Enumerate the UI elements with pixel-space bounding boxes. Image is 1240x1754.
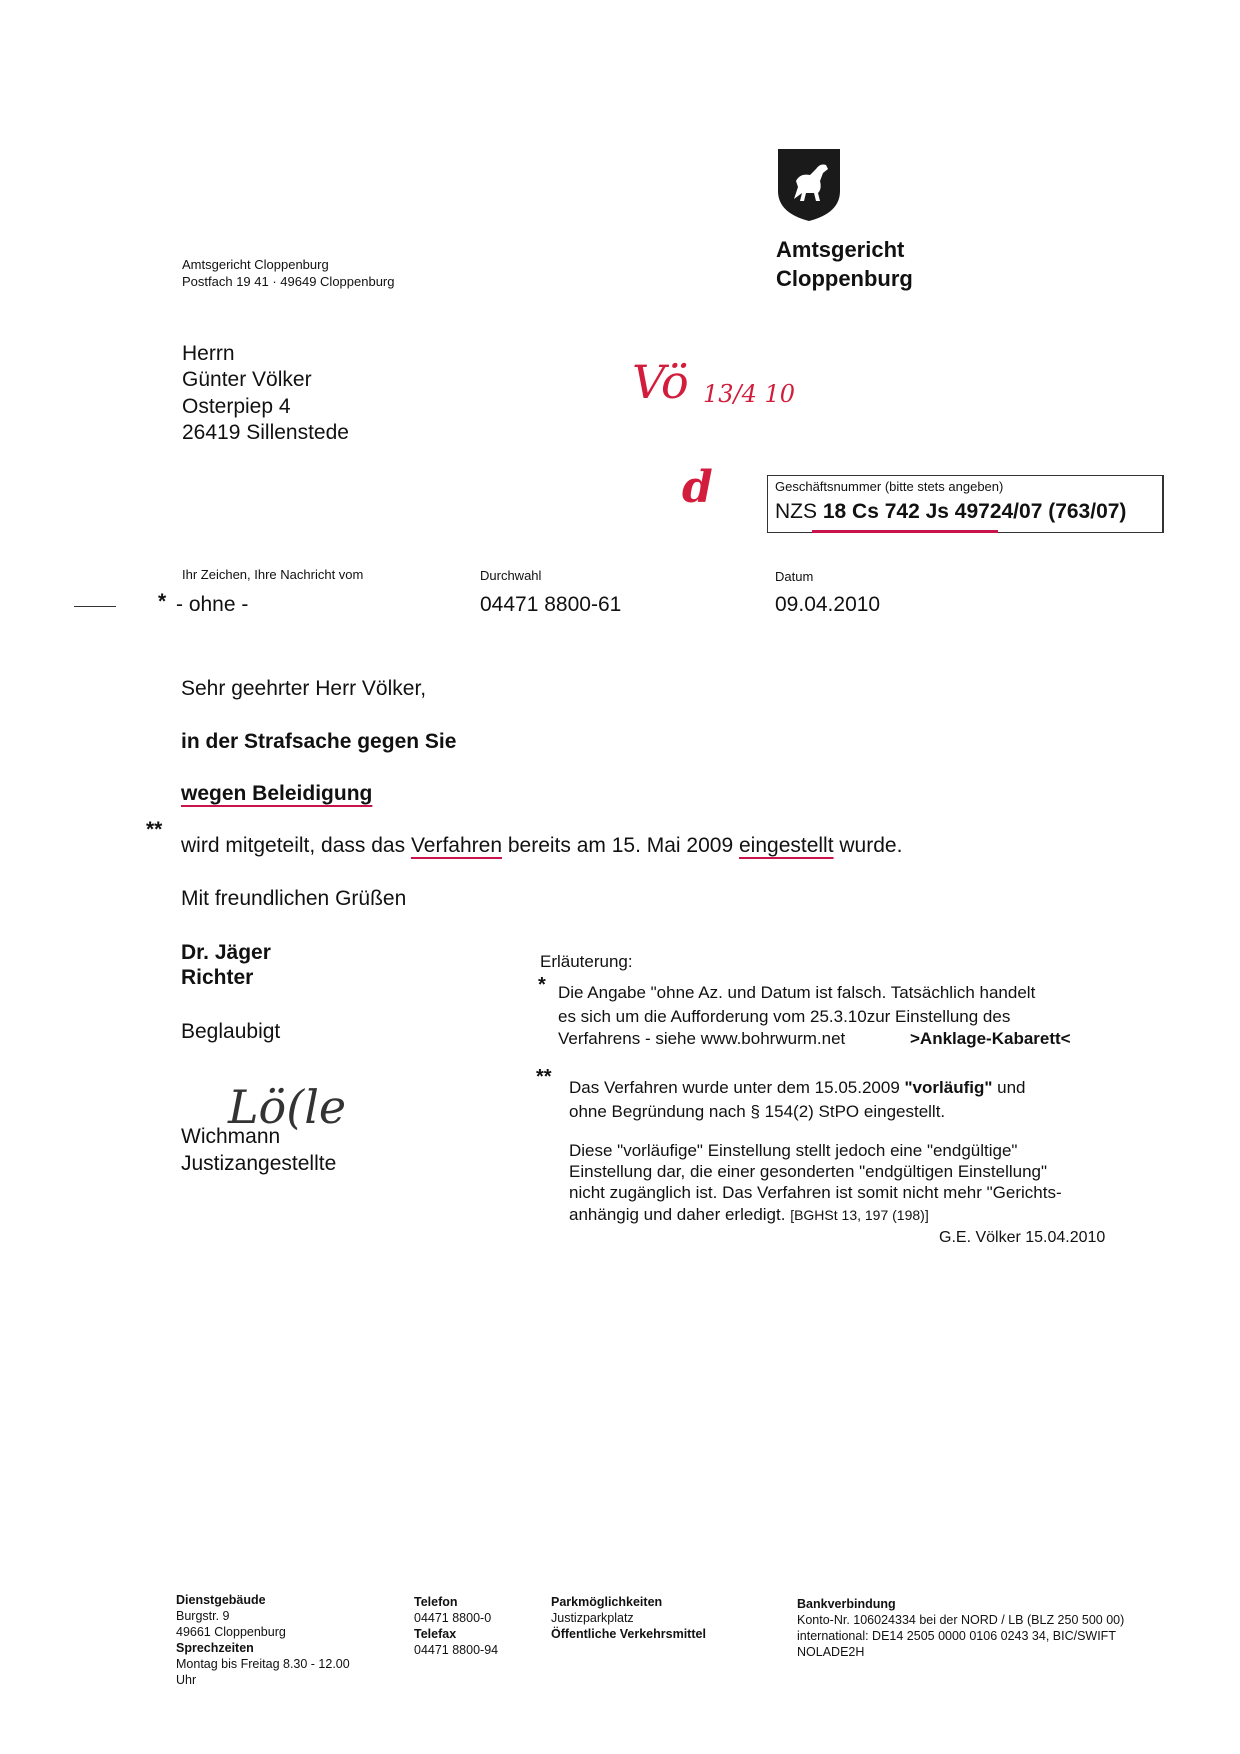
footer-phone-value: 04471 8800-0 [414, 1611, 492, 1625]
footer-hours-line1: Montag bis Freitag 8.30 - 12.00 [176, 1657, 350, 1671]
footer-bank-label: Bankverbindung [797, 1597, 896, 1611]
judge-name: Dr. Jäger [181, 941, 271, 964]
clerk-name: Wichmann [181, 1125, 281, 1148]
annotation-note3-line4 [569, 1205, 929, 1225]
footer-phone-label: Telefon [414, 1595, 458, 1609]
annotation-note3-line3: nicht zugänglich ist. Das Verfahren ist somit nicht mehr "Gerichts- [569, 1183, 1062, 1202]
recipient-name: Günter Völker [182, 368, 312, 391]
date-value: 09.04.2010 [775, 593, 881, 616]
footer-parking [551, 1594, 706, 1642]
annotation-note3-citation: [BGHSt 13, 197 (198)] [790, 1207, 929, 1223]
annotation-note1-line1: Die Angabe "ohne Az. und Datum ist falsch. Tatsächlich handelt [558, 983, 1036, 1002]
annotation-note2-line1c: und [992, 1078, 1026, 1097]
case-number-box [767, 475, 1164, 533]
court-name-line2: Cloppenburg [776, 266, 913, 291]
annotation-note2-line1a: Das Verfahren wurde unter dem 15.05.2009 [569, 1078, 905, 1097]
footer-hours-line2: Uhr [176, 1673, 197, 1687]
subject-line2: wegen Beleidigung [181, 782, 373, 805]
certified-label: Beglaubigt [181, 1020, 281, 1043]
handwritten-signature: Lö(le [228, 1080, 347, 1134]
court-name-line1: Amtsgericht [776, 237, 905, 262]
annotation-note2-line2: ohne Begründung nach § 154(2) StPO eingestellt. [569, 1102, 946, 1121]
footer-hours-label: Sprechzeiten [176, 1641, 254, 1655]
footer-bank-line3: NOLADE2H [797, 1645, 865, 1659]
greeting: Sehr geehrter Herr Völker, [181, 677, 427, 700]
case-prefix: NZS [775, 500, 817, 523]
sender-name: Amtsgericht Cloppenburg [182, 257, 329, 272]
annotation-note2-line1b: "vorläufig" [904, 1078, 993, 1097]
footer-building [176, 1592, 350, 1688]
date-label: Datum [775, 569, 814, 584]
handwritten-mark-d: d [682, 462, 713, 513]
annotation-note3-line2: Einstellung dar, die einer gesonderten "endgültigen Einstellung" [569, 1162, 1048, 1181]
dash-mark [74, 606, 116, 607]
recipient-city: 26419 Sillenstede [182, 421, 349, 444]
annotation-note1-line3b: >Anklage-Kabarett< [910, 1029, 1071, 1048]
annotation-note1-line2: es sich um die Aufforderung vom 25.3.10zur Einstellung des [558, 1007, 1011, 1026]
annotation-signoff: G.E. Völker 15.04.2010 [939, 1229, 1106, 1246]
sender-address: Postfach 19 41 · 49649 Cloppenburg [182, 274, 395, 289]
ref-value: - ohne - [176, 593, 249, 616]
annotation-heading: Erläuterung: [540, 952, 633, 971]
annotation-note1-line3a: Verfahrens - siehe www.bohrwurm.net [558, 1029, 846, 1048]
case-number: 18 Cs 742 Js 49724/07 (763/07) [822, 500, 1127, 523]
handwritten-initials: Vö [632, 355, 689, 409]
case-underline [812, 530, 998, 533]
dial-value: 04471 8800-61 [480, 593, 622, 616]
ref-star: * [158, 590, 167, 613]
recipient-street: Osterpiep 4 [182, 395, 291, 418]
annotation-note2-line1 [569, 1078, 1026, 1098]
body-sentence [181, 834, 902, 858]
ref-label: Ihr Zeichen, Ihre Nachricht vom [182, 567, 364, 582]
body-stars: ** [146, 818, 163, 841]
subject-line1: in der Strafsache gegen Sie [181, 730, 457, 753]
dial-label: Durchwahl [480, 568, 542, 583]
annotation-star1: * [538, 974, 546, 996]
footer-bank-line1: Konto-Nr. 106024334 bei der NORD / LB (BLZ 250 500 00) [797, 1613, 1125, 1627]
footer-fax-label: Telefax [414, 1627, 457, 1641]
case-number-label: Geschäftsnummer (bitte stets angeben) [775, 479, 1004, 494]
footer-building-street: Burgstr. 9 [176, 1609, 230, 1623]
judge-title: Richter [181, 966, 254, 989]
footer-bank [797, 1596, 1124, 1660]
footer-transit-label: Öffentliche Verkehrsmittel [551, 1627, 706, 1641]
footer-parking-value: Justizparkplatz [551, 1611, 634, 1625]
footer-bank-line2: international: DE14 2505 0000 0106 0243 34, BIC/SWIFT [797, 1629, 1116, 1643]
body-text-e: wurde. [833, 834, 903, 857]
footer-phone [414, 1594, 498, 1658]
clerk-title: Justizangestellte [181, 1152, 337, 1175]
footer-parking-label: Parkmöglichkeiten [551, 1595, 663, 1609]
footer-building-label: Dienstgebäude [176, 1593, 266, 1607]
closing: Mit freundlichen Grüßen [181, 887, 407, 910]
footer-fax-value: 04471 8800-94 [414, 1643, 499, 1657]
handwritten-date: 13/4 10 [703, 380, 796, 408]
footer-building-city: 49661 Cloppenburg [176, 1625, 286, 1639]
case-number-value [775, 500, 1126, 524]
body-text-a: wird mitgeteilt, dass das [181, 834, 411, 857]
body-text-c: bereits am 15. Mai 2009 [502, 834, 739, 857]
body-text-verfahren: Verfahren [410, 834, 503, 857]
horse-crest-icon [776, 147, 842, 223]
body-text-eingestellt: eingestellt [738, 834, 834, 857]
annotation-star2: ** [536, 1066, 552, 1088]
recipient-salutation: Herrn [182, 342, 235, 365]
annotation-note3-line1: Diese "vorläufige" Einstellung stellt jedoch eine "endgültige" [569, 1141, 1018, 1160]
annotation-note3-line4a: anhängig und daher erledigt. [569, 1205, 791, 1224]
